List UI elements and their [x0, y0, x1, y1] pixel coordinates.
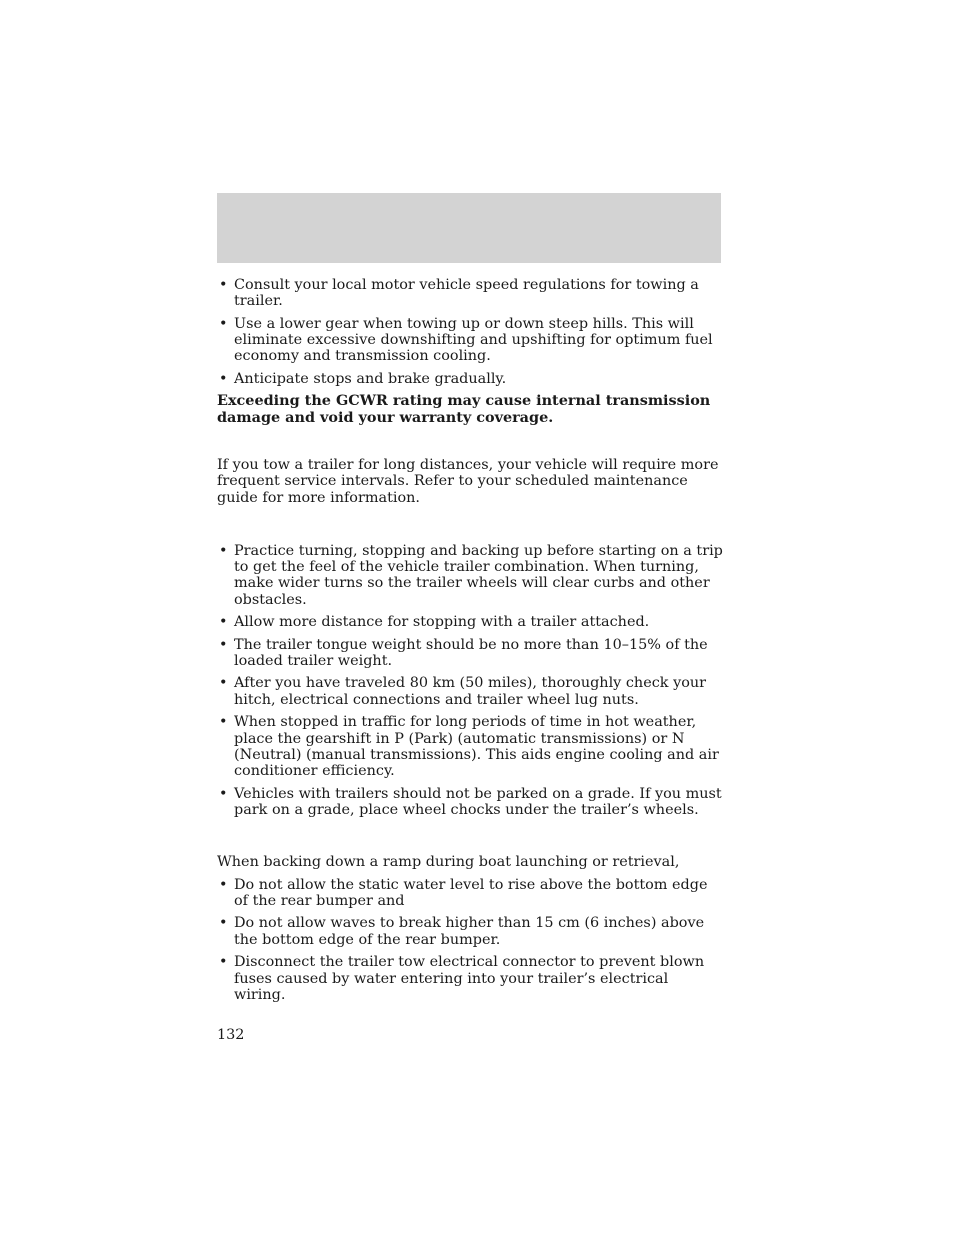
list-item: • Disconnect the trailer tow electrical connector to prevent blown fuses caused by water entering into your trailer’s electrical wiring.	[217, 954, 723, 1003]
list-item: • The trailer tongue weight should be no more than 10–15% of the loaded trailer weight.	[217, 637, 723, 670]
list-item: • When stopped in traffic for long periods of time in hot weather, place the gearshift in P (Park) (automatic transmissions) or N (Neutral) (manual transmissions). This aids engine cooling and air conditioner efficiency.	[217, 714, 723, 779]
section-header-band	[217, 193, 721, 263]
list-item: • Anticipate stops and brake gradually.	[217, 371, 723, 387]
list-item: • Practice turning, stopping and backing up before starting on a trip to get the feel of the vehicle trailer combination. When turning, make wider turns so the trailer wheels will clear curbs and other obstacles.	[217, 543, 723, 608]
gcwr-warning: Exceeding the GCWR rating may cause internal transmission damage and void your warranty coverage.	[217, 392, 711, 426]
list-item: • Do not allow waves to break higher than 15 cm (6 inches) above the bottom edge of the rear bumper.	[217, 915, 723, 948]
trailer-driving-list	[217, 543, 723, 818]
list-item: • Do not allow the static water level to rise above the bottom edge of the rear bumper and	[217, 877, 723, 910]
list-item: • Consult your local motor vehicle speed regulations for towing a trailer.	[217, 277, 723, 310]
list-item: • Allow more distance for stopping with a trailer attached.	[217, 614, 723, 630]
page-content	[217, 277, 723, 1043]
list-item: • After you have traveled 80 km (50 miles), thoroughly check your hitch, electrical connections and trailer wheel lug nuts.	[217, 675, 723, 708]
boat-launch-list	[217, 877, 723, 1003]
towing-tips-list	[217, 277, 723, 387]
list-item: • Vehicles with trailers should not be parked on a grade. If you must park on a grade, place wheel chocks under the trailer’s wheels.	[217, 786, 723, 819]
boat-launch-intro: When backing down a ramp during boat launching or retrieval,	[217, 854, 680, 871]
page-number: 132	[217, 1027, 245, 1044]
service-intervals-paragraph: If you tow a trailer for long distances, your vehicle will require more frequent service intervals. Refer to your scheduled maintenance guide for more information.	[217, 456, 719, 506]
list-item: • Use a lower gear when towing up or down steep hills. This will eliminate excessive downshifting and upshifting for optimum fuel economy and transmission cooling.	[217, 316, 723, 365]
